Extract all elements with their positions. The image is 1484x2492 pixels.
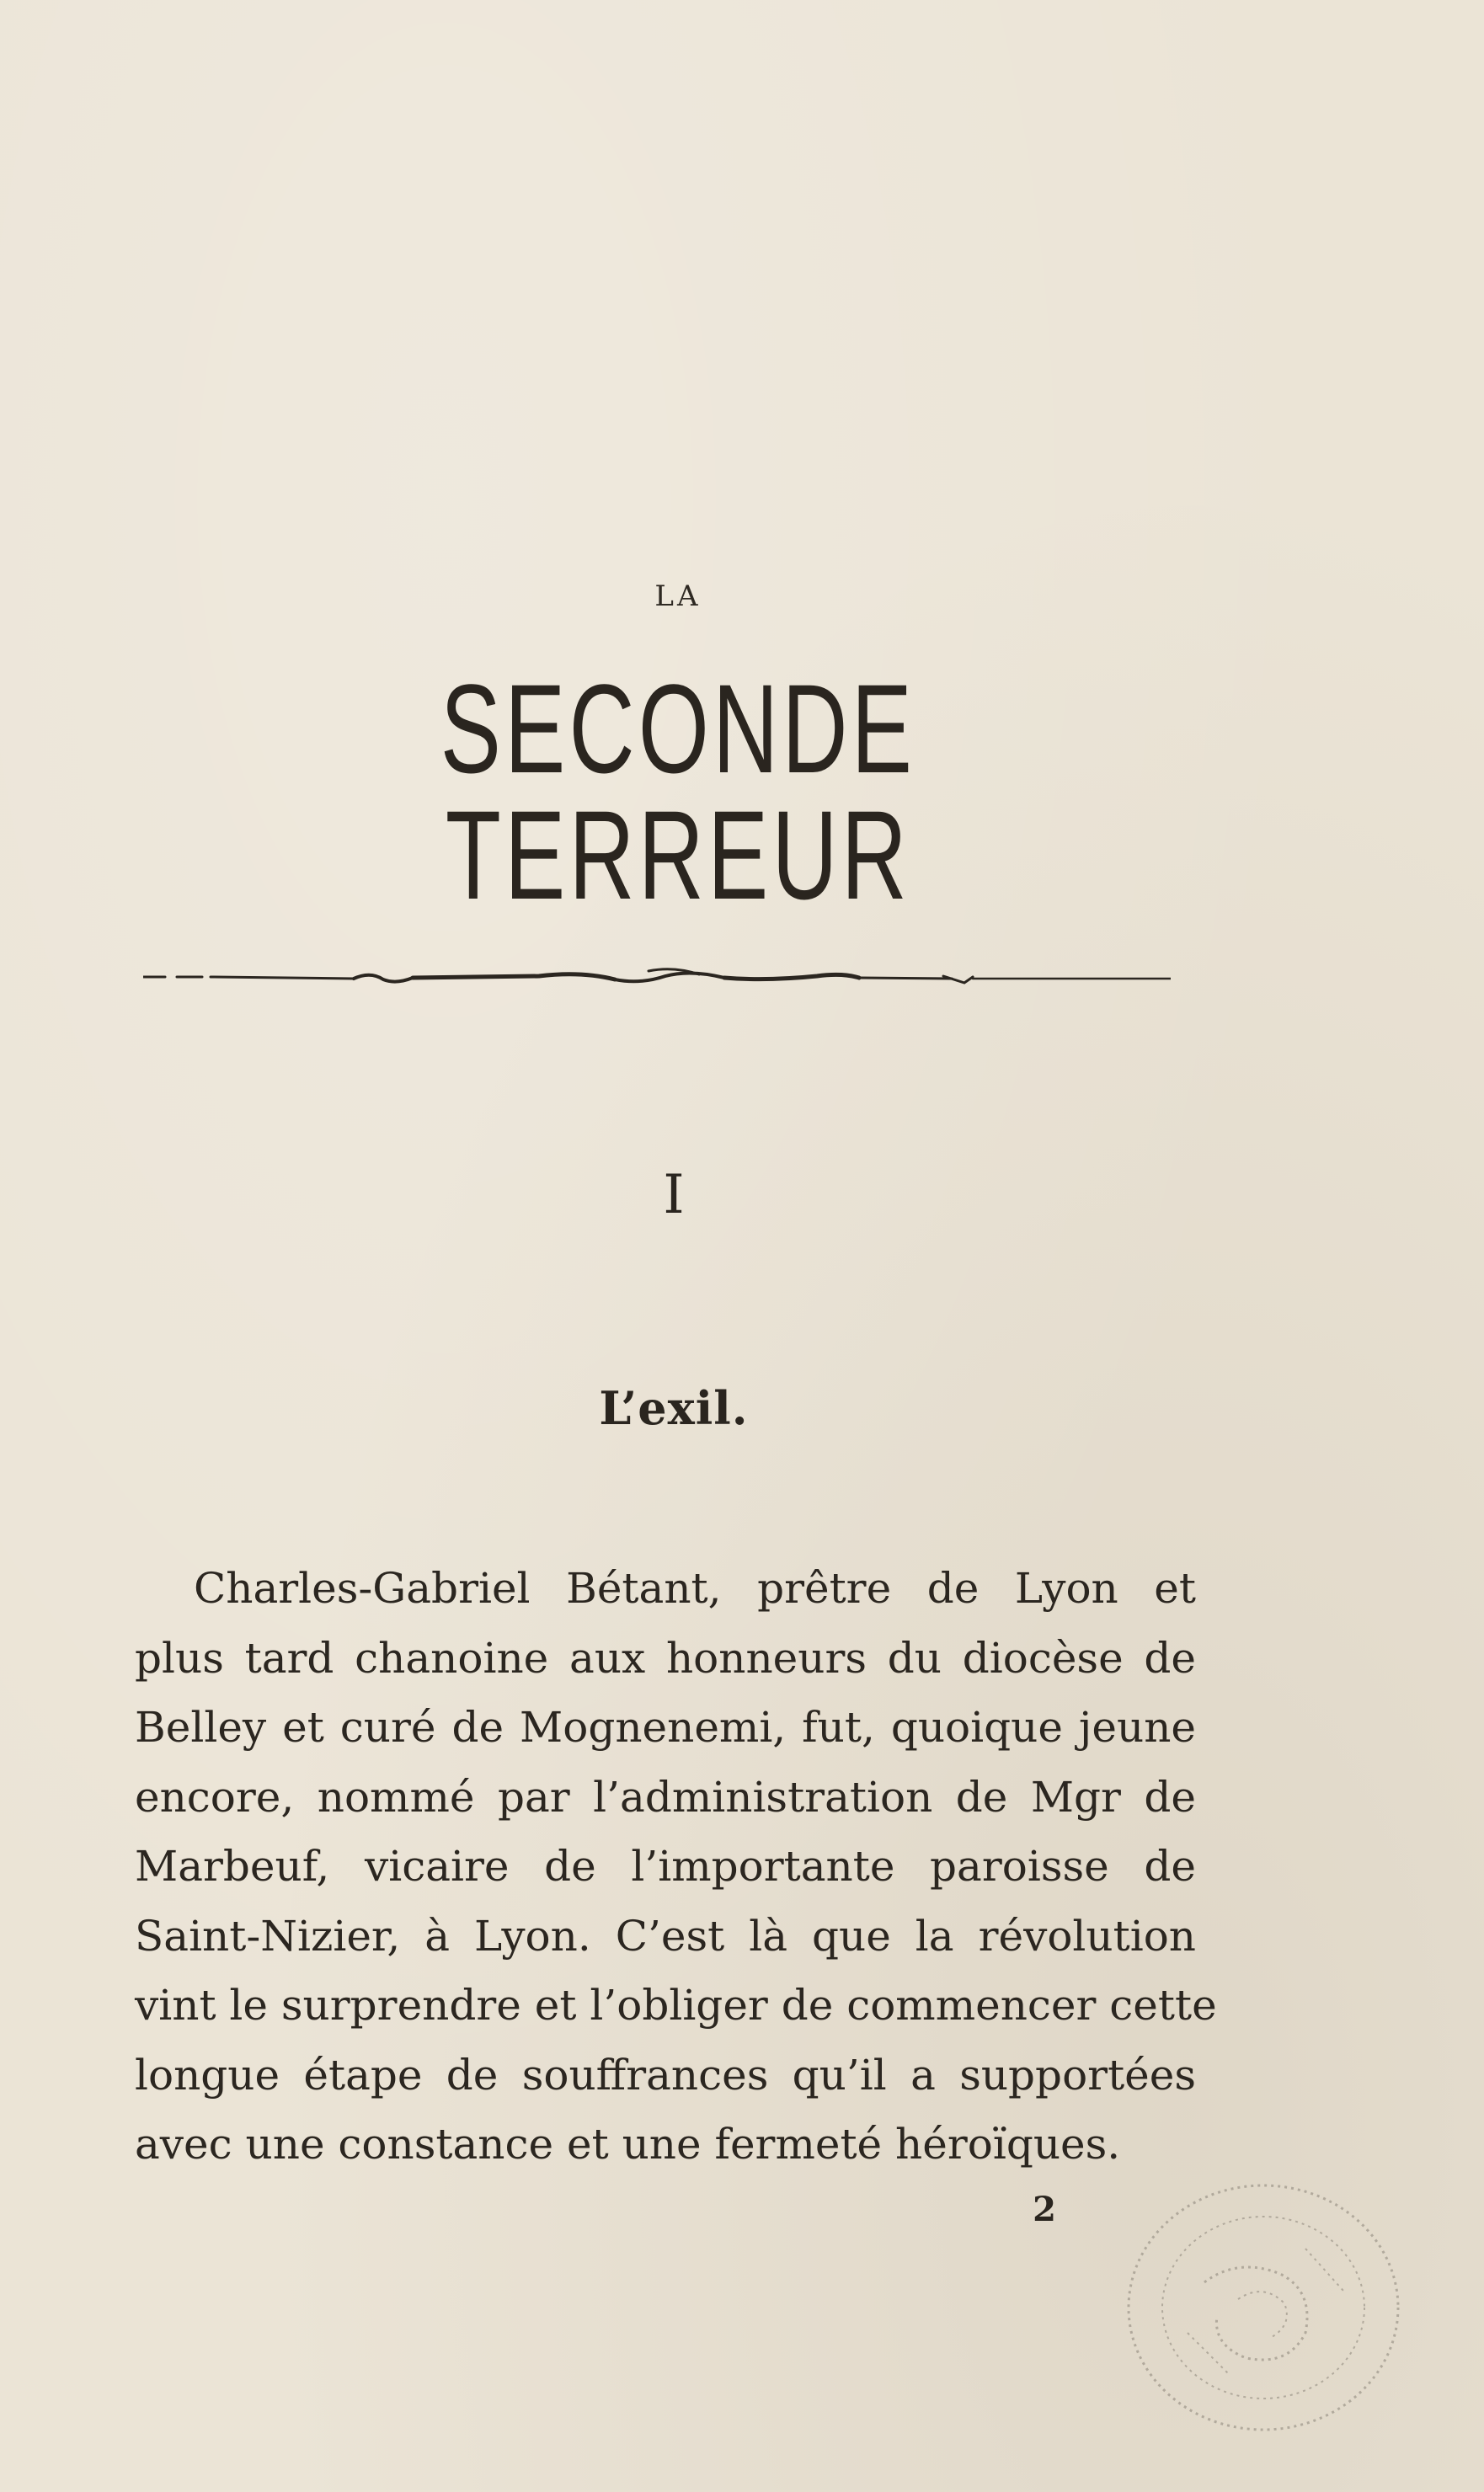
title-article: LA: [654, 579, 702, 613]
book-title: SECONDE TERREUR: [440, 658, 916, 926]
chapter-title: L’exil.: [599, 1381, 749, 1435]
body-line: encore, nommé par l’administration de Mgr de: [135, 1772, 1196, 1822]
body-line: Marbeuf, vicaire de l’importante paroisse de: [135, 1842, 1196, 1891]
body-line: Belley et curé de Mognenemi, fut, quoique jeune: [135, 1703, 1196, 1752]
library-stamp-icon: [1112, 2156, 1415, 2459]
body-line: longue étape de souffrances qu’il a supportées: [135, 2050, 1196, 2100]
body-line: plus tard chanoine aux honneurs du diocèse de: [135, 1633, 1196, 1683]
body-line: avec une constance et une fermeté héroïques.: [135, 2120, 1121, 2169]
page-number: 2: [1033, 2190, 1056, 2229]
body-line: Saint-Nizier, à Lyon. C’est là que la révolution: [135, 1911, 1196, 1961]
body-line: vint le surprendre et l’obliger de commencer cette: [135, 1981, 1217, 2030]
chapter-numeral: I: [663, 1164, 685, 1226]
ornamental-rule-icon: [143, 956, 1171, 998]
body-line: Charles-Gabriel Bétant, prêtre de Lyon et: [194, 1564, 1196, 1613]
body-paragraph: [135, 1554, 1217, 2180]
